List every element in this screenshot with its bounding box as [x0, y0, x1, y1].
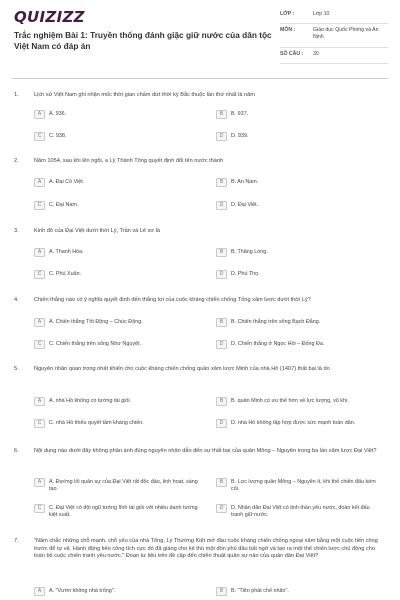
- option-letter-badge: B: [216, 248, 227, 257]
- option-letter-badge: A: [34, 178, 45, 187]
- option-text: A. Thanh Hóa.: [49, 249, 84, 255]
- meta-value: Lớp 10: [313, 11, 330, 17]
- page-header: [0, 0, 400, 74]
- option-text: B. 937.: [231, 111, 249, 117]
- quiz-title: Trắc nghiệm Bài 1: Truyền thống đánh giặc giữ nước của dân tộc Việt Nam có đáp án: [14, 30, 272, 51]
- meta-key: MÔN :: [280, 27, 296, 33]
- question-text: Nội dung nào dưới đây không phản ánh đúng nguyên nhân dẫn đến sự thất bại của quân Mông – Nguyên trong ba lần xâm lược Đại Việt?: [34, 448, 377, 454]
- option-text: C. 938.: [49, 133, 67, 139]
- option-text: A. nhà Hồ không có tướng tài giỏi.: [49, 398, 132, 404]
- option-letter-badge: B: [216, 178, 227, 187]
- question-number: 7.: [14, 538, 19, 544]
- option-text: C. Chiến thắng trên sông Như Nguyệt.: [49, 341, 142, 347]
- question-number: 1.: [14, 92, 19, 98]
- question-number: 3.: [14, 228, 19, 234]
- option-letter-badge: A: [34, 587, 45, 596]
- option-text: B. Thăng Long.: [231, 249, 268, 255]
- question-text: Lịch sử Việt Nam ghi nhận mốc thời gian chấm dứt thời kỳ Bắc thuộc lần thứ nhất là năm: [34, 92, 255, 98]
- question-number: 2.: [14, 158, 19, 164]
- option-letter-badge: C: [34, 270, 45, 279]
- option-text: B. "Tiên phát chế nhân".: [231, 588, 289, 594]
- option-text: B. An Nam.: [231, 179, 259, 185]
- meta-row-count: [280, 48, 388, 64]
- option-text: C. Đại Việt có đội ngũ tướng lĩnh tài giỏi với nhiều danh tướng kiệt xuất.: [49, 505, 198, 518]
- option-text: A. "Vườn không nhà trống".: [49, 588, 116, 594]
- option-text: D. 939.: [231, 133, 249, 139]
- option-text: D. Nhân dân Đại Việt có tinh thần yêu nước, đoàn kết đấu tranh giữ nước.: [231, 505, 370, 518]
- option-letter-badge: A: [34, 478, 45, 487]
- option-letter-badge: D: [216, 504, 227, 513]
- option-text: C. nhà Hồ thiếu quyết tâm kháng chiến.: [49, 420, 144, 426]
- option-letter-badge: A: [34, 318, 45, 327]
- meta-key: LỚP :: [280, 11, 295, 17]
- meta-value: Giáo dục Quốc Phòng và An Ninh: [313, 27, 379, 40]
- meta-row-grade: [280, 8, 388, 24]
- option-text: B. quân Minh có ưu thế hơn về lực lượng, vũ khí.: [231, 398, 349, 404]
- question-text: Nguyên nhân quan trọng nhất khiến cho cuộc kháng chiến chống quân xâm lược Minh của nhà Hồ (1407) thất bại là do: [34, 366, 330, 372]
- meta-value: 30: [313, 51, 319, 57]
- question-text: Năm 1054, sau khi lên ngôi, a Lý Thánh Tông quyết định đổi tên nước thành: [34, 158, 224, 164]
- option-letter-badge: D: [216, 419, 227, 428]
- option-text: A. Chiến thắng Tốt Động – Chúc Động.: [49, 319, 143, 325]
- question-text: "Năm chắc những chỗ mạnh, chỗ yếu của nhà Tống, Lý Thường Kiệt mở đầu cuộc kháng chiến chống ngoại xâm bằng một cuộc tiến công trước để tự vệ. Hành động tiến công tích cực đó đã giáng cho kẻ thù một đòn phủ đầu bất ngờ và tạo ra một thế chiến lược chủ động cho toàn bộ cuộc chiến tranh yêu nước." Đoạn tư liệu trên đề cập đến chiến thuật quân sự nào của quân dân Đại Việt?: [34, 538, 378, 559]
- option-letter-badge: B: [216, 110, 227, 119]
- option-letter-badge: B: [216, 318, 227, 327]
- option-text: D. Đại Việt.: [231, 202, 259, 208]
- option-letter-badge: C: [34, 340, 45, 349]
- question-text: Chiến thắng nào có ý nghĩa quyết định đến thắng lợi của cuộc kháng chiến chống Tống xâm lược dưới thời Lý?: [34, 297, 311, 303]
- option-text: C. Phú Xuân.: [49, 271, 82, 277]
- option-letter-badge: C: [34, 201, 45, 210]
- option-letter-badge: C: [34, 419, 45, 428]
- option-text: A. Đại Cồ Việt.: [49, 179, 85, 185]
- quizizz-logo: QUIZIZZ: [14, 8, 85, 26]
- quiz-meta: [280, 8, 388, 64]
- option-letter-badge: A: [34, 110, 45, 119]
- option-letter-badge: B: [216, 478, 227, 487]
- option-letter-badge: A: [34, 397, 45, 406]
- option-letter-badge: D: [216, 201, 227, 210]
- option-letter-badge: C: [34, 132, 45, 141]
- meta-key: SỐ CÂU :: [280, 51, 304, 57]
- question-number: 6.: [14, 448, 19, 454]
- meta-row-subject: [280, 24, 388, 48]
- option-text: D. Chiến thắng ở Ngọc Hồi – Đống Đa.: [231, 341, 325, 347]
- option-letter-badge: D: [216, 132, 227, 141]
- option-text: B. Lực lượng quân Mông – Nguyên ít, khi thế chiến đấu kém cỏi.: [231, 479, 376, 492]
- option-text: B. Chiến thắng trên sông Bạch Đằng.: [231, 319, 321, 325]
- option-letter-badge: A: [34, 248, 45, 257]
- header-divider: [12, 78, 388, 79]
- option-text: D. nhà Hồ không tập hợp được sức mạnh toàn dân.: [231, 420, 356, 426]
- option-letter-badge: B: [216, 587, 227, 596]
- question-number: 5.: [14, 366, 19, 372]
- option-text: C. Đại Nam.: [49, 202, 79, 208]
- option-text: D. Phú Thọ.: [231, 271, 260, 277]
- option-text: A. 936.: [49, 111, 67, 117]
- option-letter-badge: D: [216, 270, 227, 279]
- question-text: Kinh đô của Đại Việt dưới thời Lý, Trần và Lê sơ là: [34, 228, 160, 234]
- option-letter-badge: C: [34, 504, 45, 513]
- option-letter-badge: D: [216, 340, 227, 349]
- question-number: 4.: [14, 297, 19, 303]
- option-letter-badge: B: [216, 397, 227, 406]
- option-text: A. Đường lối quân sự của Đại Việt rất độc đáo, linh hoạt, sáng tạo.: [49, 479, 198, 492]
